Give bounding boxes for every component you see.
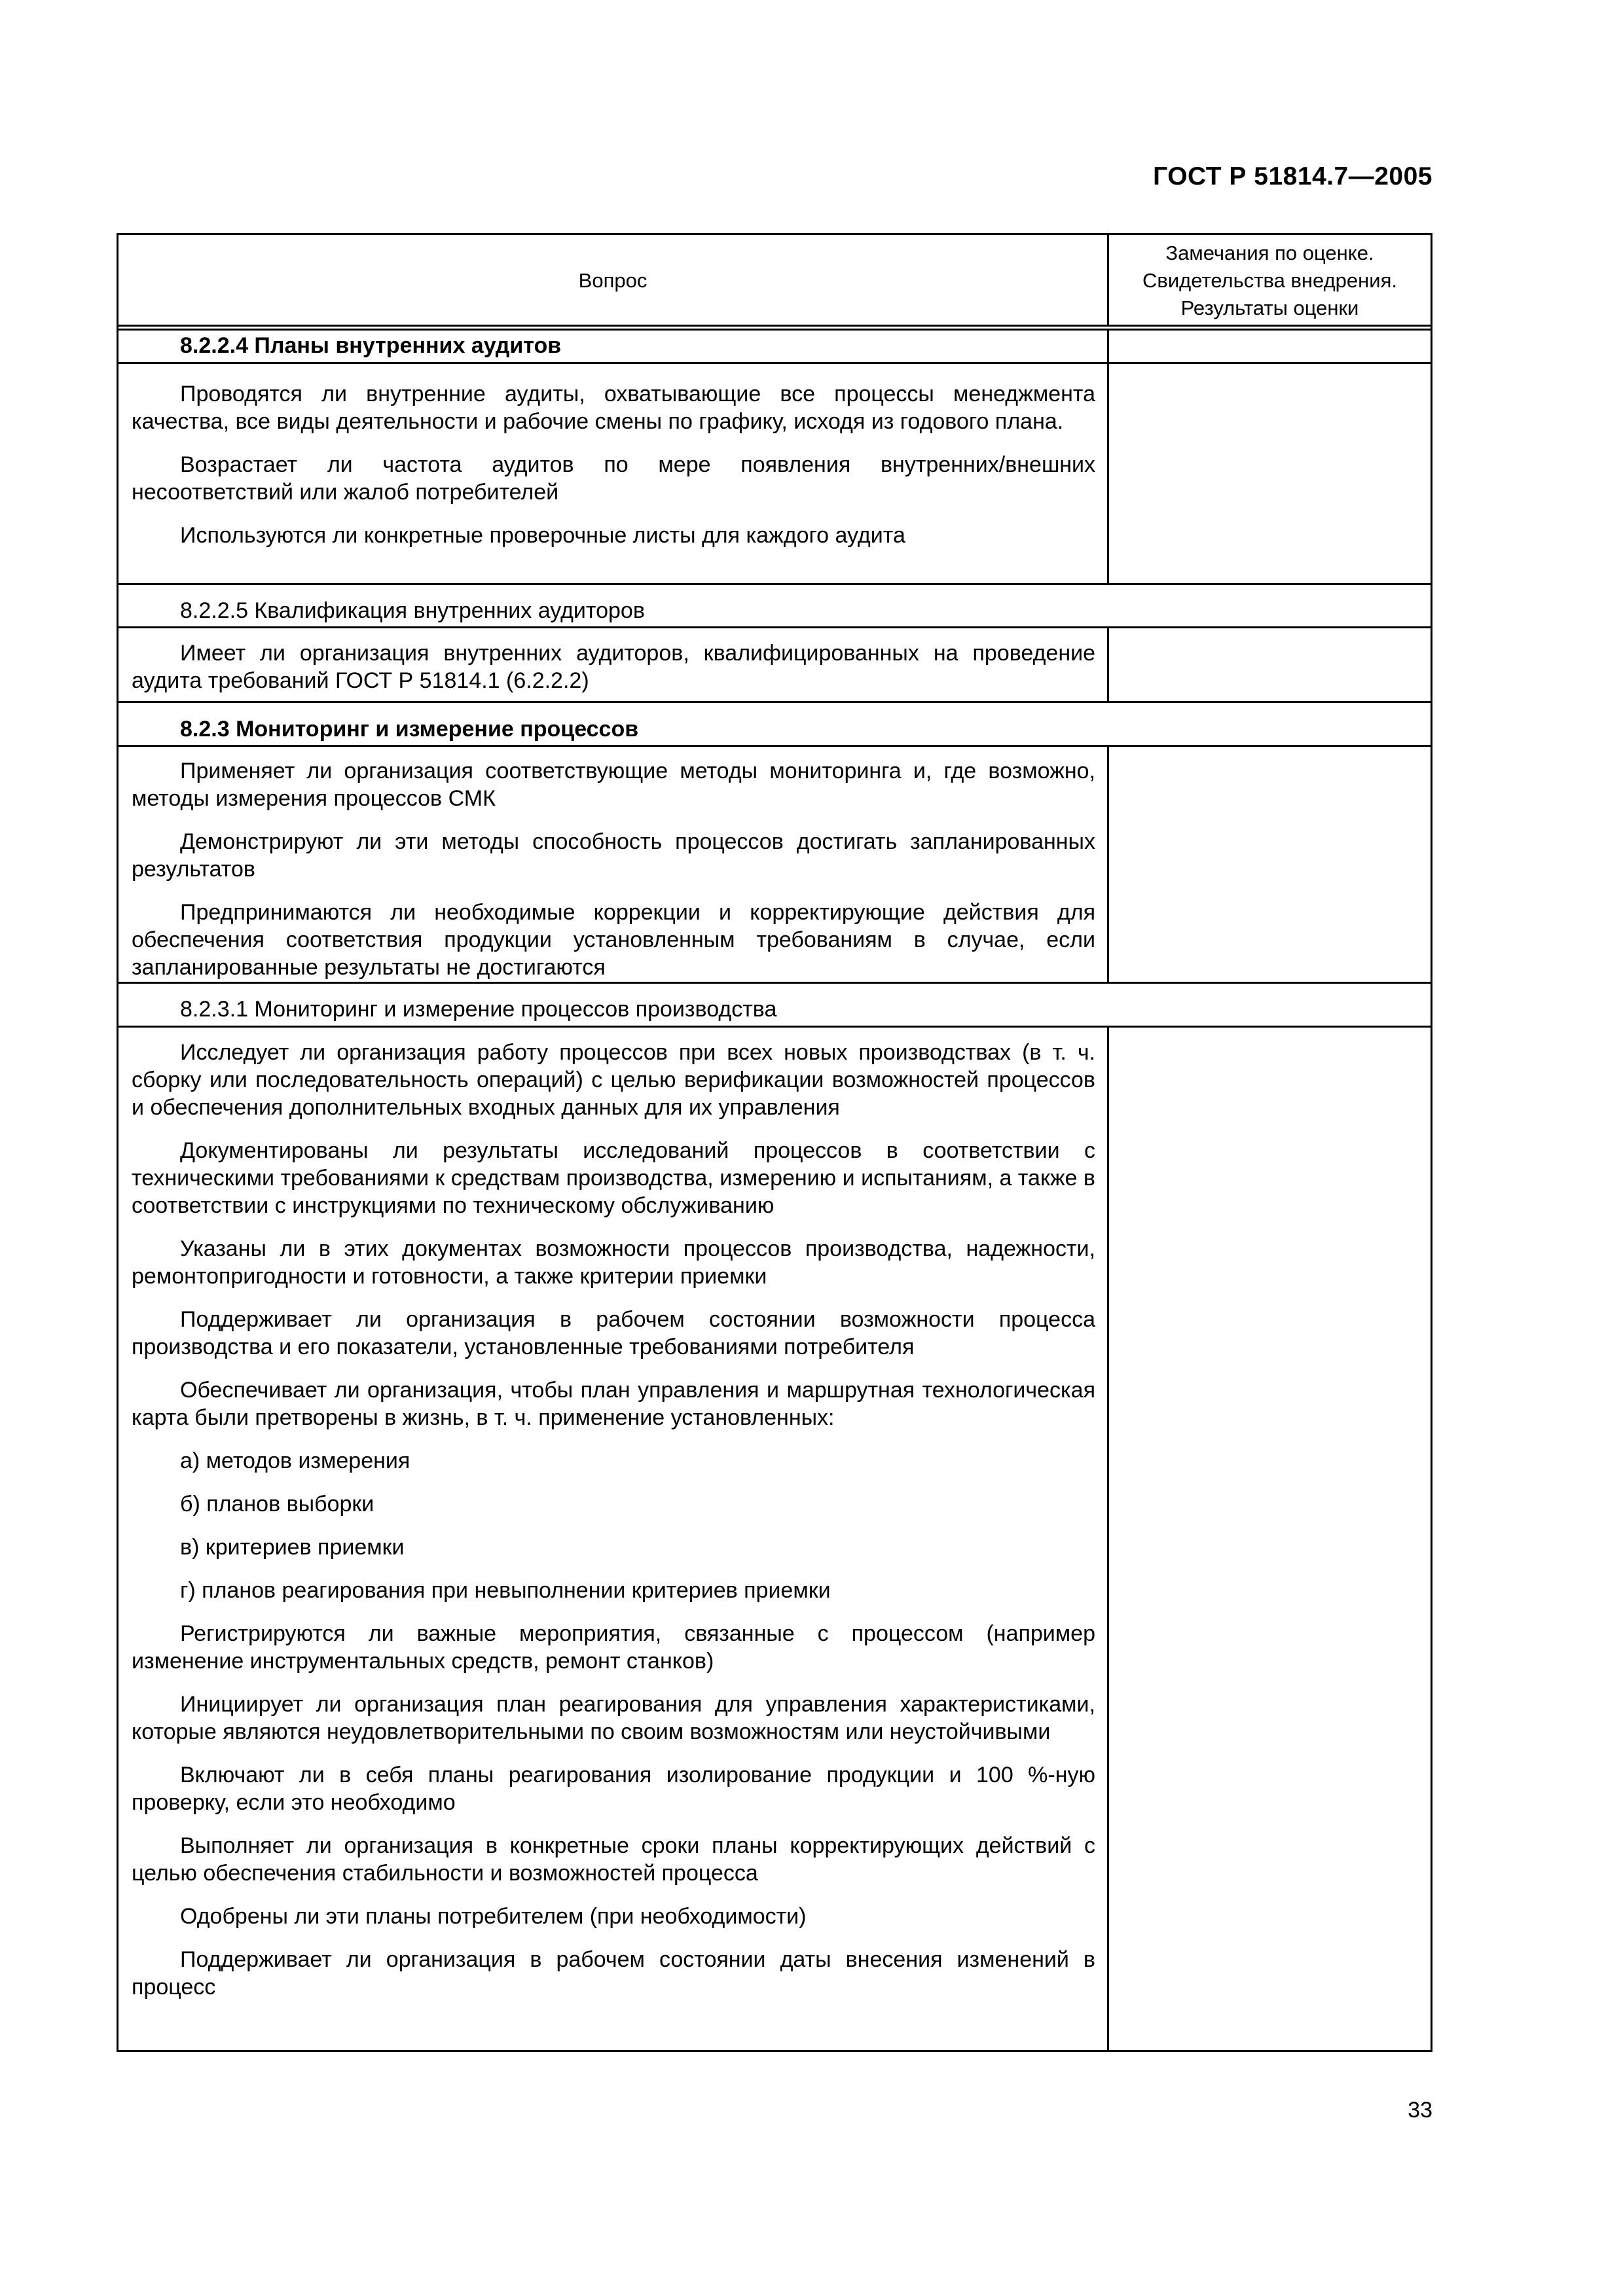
checklist-table [117,233,1432,2052]
section-title-8-2-3: 8.2.3 Мониторинг и измерение процессов [180,717,639,742]
list-item: в) критериев приемки [180,1535,405,1560]
section-title-8-2-3-1: 8.2.3.1 Мониторинг и измерение процессов производства [180,997,777,1022]
section-title-8-2-2-5: 8.2.2.5 Квалификация внутренних аудиторов [180,598,645,623]
question-text: Инициирует ли организация план реагирования для управления характеристиками, которые являются неудовлетворительными по своим возможностям или неустойчивыми [132,1692,1095,1744]
question-text: Одобрены ли эти планы потребителем (при необходимости) [180,1904,807,1929]
row-divider [119,982,1431,984]
row-divider [119,362,1431,364]
question-text: Документированы ли результаты исследований процессов в соответствии с техническими требованиями к средствам производства, измерению и испытаниям, а также в соответствии с инструкциями по техническому обслуживанию [132,1138,1095,1218]
column-header-remarks-line: Замечания по оценке. [1165,241,1374,264]
question-text: Имеет ли организация внутренних аудиторов, квалифицированных на проведение аудита требований ГОСТ Р 51814.1 (6.2.2.2) [132,641,1095,693]
row-divider [119,583,1431,585]
standard-header: ГОСТ Р 51814.7—2005 [1153,162,1432,190]
list-item: а) методов измерения [180,1448,410,1473]
question-text: Поддерживает ли организация в рабочем состоянии возможности процесса производства и его показатели, установленные требованиями потребителя [132,1307,1095,1359]
column-header-remarks-line: Свидетельства внедрения. [1142,268,1397,292]
question-text: Регистрируются ли важные мероприятия, связанные с процессом (например изменение инструментальных средств, ремонт станков) [132,1621,1095,1674]
question-text: Применяет ли организация соответствующие методы мониторинга и, где возможно, методы измерения процессов СМК [132,759,1095,811]
column-divider-s4 [1107,1027,1109,2050]
header-divider-double [119,329,1431,331]
column-header-question: Вопрос [578,268,647,292]
question-text: Исследует ли организация работу процессов при всех новых производствах (в т. ч. сборку или последовательность операций) с целью верификации возможностей процессов и обеспечения дополнительных входных данных для их управления [132,1040,1095,1120]
question-text: Возрастает ли частота аудитов по мере появления внутренних/внешних несоответствий или жалоб потребителей [132,452,1095,505]
section-body-8-2-2-5 [132,639,1095,694]
list-item: б) планов выборки [180,1492,374,1516]
question-text: Включают ли в себя планы реагирования изолирование продукции и 100 %-ную проверку, если это необходимо [132,1763,1095,1815]
section-body-8-2-3 [132,757,1095,981]
section-body-8-2-3-1 [132,1039,1095,2001]
list-item: г) планов реагирования при невыполнении критериев приемки [180,1578,831,1603]
question-text: Поддерживает ли организация в рабочем состоянии даты внесения изменений в процесс [132,1947,1095,2000]
row-divider [119,626,1431,628]
column-header-remarks-line: Результаты оценки [1180,296,1359,319]
question-text: Предпринимаются ли необходимые коррекции и корректирующие действия для обеспечения соответствия продукции установленным требованиям в случае, если запланированные результаты не достигаются [132,900,1095,980]
column-divider-s3 [1107,746,1109,983]
row-divider [119,1026,1431,1028]
row-divider [119,745,1431,747]
row-divider [119,701,1431,703]
question-text: Указаны ли в этих документах возможности процессов производства, надежности, ремонтопригодности и готовности, а также критерии приемки [132,1236,1095,1289]
section-body-8-2-2-4 [132,380,1095,549]
question-text: Обеспечивает ли организация, чтобы план управления и маршрутная технологическая карта были претворены в жизнь, в т. ч. применение установленных: [132,1378,1095,1430]
question-text: Демонстрируют ли эти методы способность процессов достигать запланированных результатов [132,829,1095,882]
question-text: Используются ли конкретные проверочные листы для каждого аудита [180,523,905,548]
header-divider [119,325,1431,327]
section-title-8-2-2-4: 8.2.2.4 Планы внутренних аудитов [180,333,562,358]
question-text: Проводятся ли внутренние аудиты, охватывающие все процессы менеджмента качества, все виды деятельности и рабочие смены по графику, исходя из годового плана. [132,382,1095,434]
question-text: Выполняет ли организация в конкретные сроки планы корректирующих действий с целью обеспечения стабильности и возможностей процесса [132,1833,1095,1886]
page-number: 33 [1408,2098,1432,2123]
column-divider-s2 [1107,628,1109,702]
column-divider-s1 [1107,363,1109,584]
column-header-remarks [1109,235,1431,326]
